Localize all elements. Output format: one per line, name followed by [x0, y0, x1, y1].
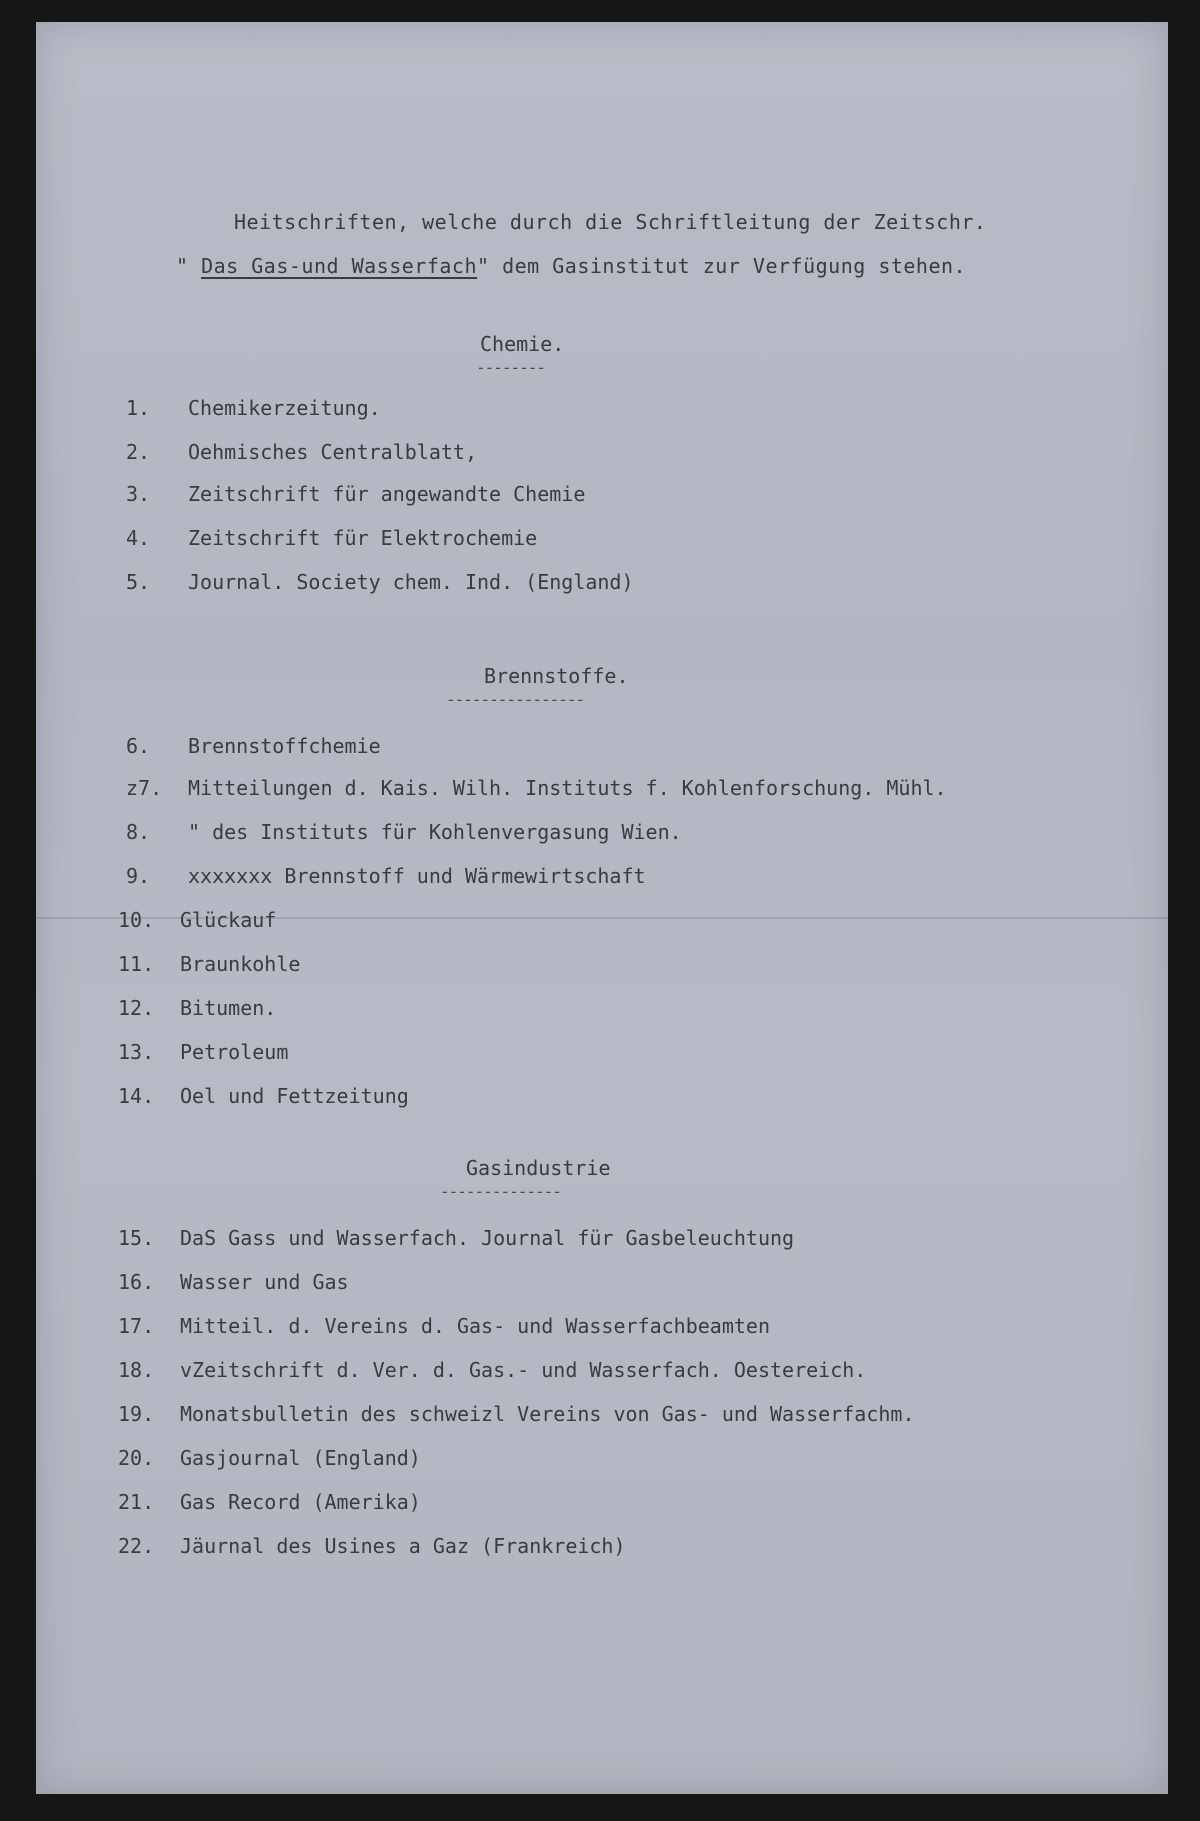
list-item — [118, 1270, 349, 1294]
section-rule-brennstoffe: ---------------- — [446, 690, 585, 709]
item-number: 11. — [118, 952, 155, 976]
item-number: 1. — [126, 396, 151, 420]
list-item — [126, 526, 537, 550]
list-item — [118, 952, 300, 976]
section-rule-gasindustrie: -------------- — [440, 1182, 561, 1201]
item-text: Gas Record (Amerika) — [180, 1490, 421, 1514]
item-number: 8. — [126, 820, 151, 844]
list-item — [118, 1490, 421, 1514]
item-number: 13. — [118, 1040, 155, 1064]
item-number: 15. — [118, 1226, 155, 1250]
item-text: Brennstoffchemie — [188, 734, 381, 758]
list-item — [126, 776, 947, 800]
list-item — [126, 820, 682, 844]
list-item — [126, 440, 477, 464]
list-item — [118, 1358, 866, 1382]
item-text: Braunkohle — [180, 952, 301, 976]
item-number: 18. — [118, 1358, 155, 1382]
list-item — [126, 482, 585, 506]
item-text: Chemikerzeitung. — [188, 396, 381, 420]
item-number: 22. — [118, 1534, 155, 1558]
journal-title-underlined: Das Gas-und Wasserfach — [201, 254, 477, 278]
document-sheet — [36, 22, 1168, 1794]
list-item — [118, 996, 276, 1020]
item-number: 9. — [126, 864, 151, 888]
item-number: 2. — [126, 440, 151, 464]
header-line-2-rest: " dem Gasinstitut zur Verfügung stehen. — [477, 254, 967, 278]
item-text: Wasser und Gas — [180, 1270, 349, 1294]
item-text: DaS Gass und Wasserfach. Journal für Gasbeleuchtung — [180, 1226, 795, 1250]
item-text: Oehmisches Centralblatt, — [188, 440, 477, 464]
item-number: 14. — [118, 1084, 155, 1108]
item-text: Monatsbulletin des schweizl Vereins von Gas- und Wasserfachm. — [180, 1402, 915, 1426]
list-item — [118, 1084, 409, 1108]
item-text: Oel und Fettzeitung — [180, 1084, 409, 1108]
item-number: 21. — [118, 1490, 155, 1514]
item-number: 17. — [118, 1314, 155, 1338]
list-item — [118, 1226, 794, 1250]
item-number: 3. — [126, 482, 151, 506]
item-text: Mitteilungen d. Kais. Wilh. Instituts f. Kohlenforschung. Mühl. — [188, 776, 947, 800]
list-item — [126, 734, 381, 758]
item-text: Journal. Society chem. Ind. (England) — [188, 570, 634, 594]
list-item — [126, 864, 646, 888]
item-text: Zeitschrift für Elektrochemie — [188, 526, 538, 550]
list-item — [118, 1534, 626, 1558]
item-text: xxxxxxx Brennstoff und Wärmewirtschaft — [188, 864, 646, 888]
item-text: Glückauf — [180, 908, 277, 932]
list-item — [118, 1040, 288, 1064]
item-number: 4. — [126, 526, 151, 550]
list-item — [118, 1402, 915, 1426]
section-title-brennstoffe: Brennstoffe. — [484, 664, 629, 688]
item-number: 20. — [118, 1446, 155, 1470]
list-item — [118, 1314, 770, 1338]
item-number: 19. — [118, 1402, 155, 1426]
item-text: " des Instituts für Kohlenvergasung Wien. — [188, 820, 682, 844]
item-text: Mitteil. d. Vereins d. Gas- und Wasserfachbeamten — [180, 1314, 771, 1338]
item-text: Jäurnal des Usines a Gaz (Frankreich) — [180, 1534, 626, 1558]
item-text: Petroleum — [180, 1040, 289, 1064]
list-item — [118, 908, 276, 932]
list-item — [126, 396, 381, 420]
section-title-gasindustrie: Gasindustrie — [466, 1156, 611, 1180]
item-text: Bitumen. — [180, 996, 277, 1020]
item-number: 10. — [118, 908, 155, 932]
header-line-2 — [176, 254, 966, 278]
header-line-1: Heitschriften, welche durch die Schriftleitung der Zeitschr. — [234, 210, 987, 234]
item-text: vZeitschrift d. Ver. d. Gas.- und Wasserfach. Oestereich. — [180, 1358, 867, 1382]
item-text: Gasjournal (England) — [180, 1446, 421, 1470]
section-title-chemie: Chemie. — [480, 332, 565, 356]
list-item — [118, 1446, 421, 1470]
header-line-2-prefix: " — [176, 254, 202, 278]
section-rule-chemie: -------- — [476, 358, 546, 377]
item-number: 5. — [126, 570, 151, 594]
item-number: 6. — [126, 734, 151, 758]
list-item — [126, 570, 634, 594]
item-number: z7. — [126, 776, 163, 800]
item-number: 12. — [118, 996, 155, 1020]
item-number: 16. — [118, 1270, 155, 1294]
item-text: Zeitschrift für angewandte Chemie — [188, 482, 586, 506]
